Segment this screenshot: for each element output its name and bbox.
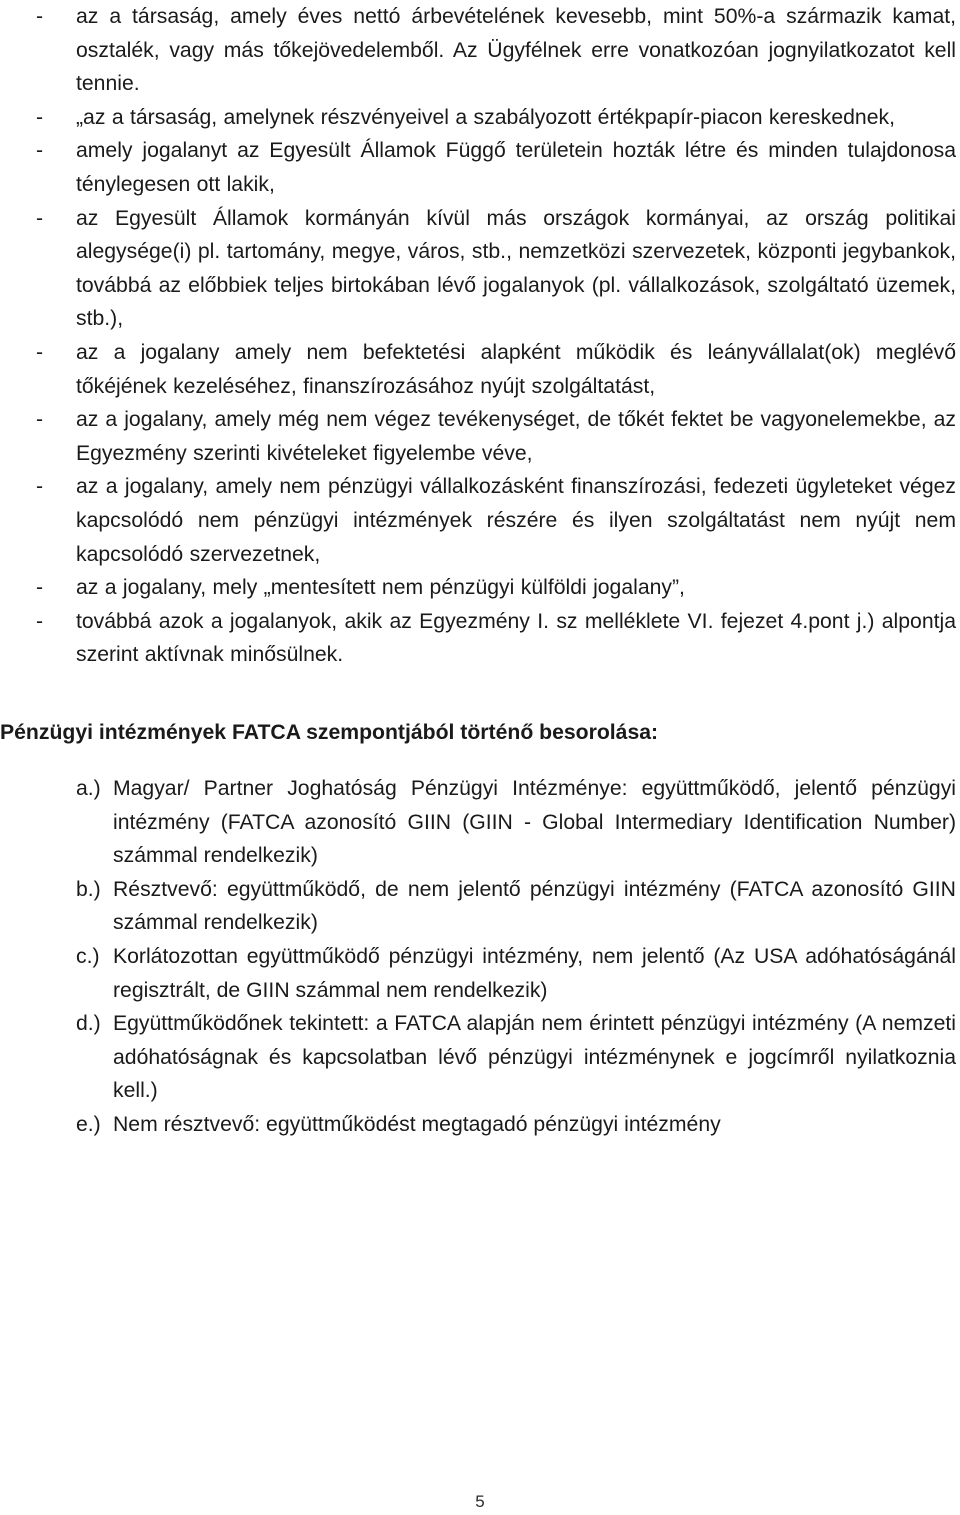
entity-exception-list xyxy=(36,0,956,672)
list-item xyxy=(36,403,956,470)
item-text: Résztvevő: együttműködő, de nem jelentő pénzügyi intézmény (FATCA azonosító GIIN számmal rendelkezik) xyxy=(113,877,956,935)
item-marker: a.) xyxy=(76,777,101,800)
dash-marker: - xyxy=(36,408,44,432)
dash-marker: - xyxy=(36,340,44,364)
dash-marker: - xyxy=(36,475,44,499)
item-marker: e.) xyxy=(76,1112,101,1136)
item-text: Korlátozottan együttműködő pénzügyi intézmény, nem jelentő (Az USA adóhatóságánál regisztrált, de GIIN számmal nem rendelkezik) xyxy=(113,944,956,1002)
classification-item xyxy=(76,1108,956,1142)
list-item-text: „az a társaság, amelynek részvényeivel a szabályozott értékpapír-piacon kereskednek, xyxy=(76,105,895,129)
dash-marker: - xyxy=(36,139,44,163)
classification-item xyxy=(76,873,956,940)
list-item xyxy=(36,470,956,571)
dash-marker: - xyxy=(36,609,44,633)
list-item xyxy=(36,605,956,672)
list-item-text: amely jogalanyt az Egyesült Államok Függő területein hozták létre és minden tulajdonosa ténylegesen ott lakik, xyxy=(76,139,956,196)
item-text: Együttműködőnek tekintett: a FATCA alapján nem érintett pénzügyi intézmény (A nemzeti adóhatóságnak és kapcsolatban lévő pénzügyi intézménynek e jogcímről nyilatkoznia kell.) xyxy=(113,1012,956,1103)
list-item-text: az a jogalany amely nem befektetési alapként működik és leányvállalat(ok) meglévő tőkéjének kezeléséhez, finanszírozásához nyújt szolgáltatást, xyxy=(76,340,956,398)
list-item-text: az a jogalany, amely még nem végez tevékenységet, de tőkét fektet be vagyonelemekbe, az Egyezmény szerinti kivételeket figyelembe véve, xyxy=(76,408,956,465)
section-heading: Pénzügyi intézmények FATCA szempontjából történő besorolása: xyxy=(0,721,659,744)
list-item xyxy=(36,571,956,605)
list-item xyxy=(36,134,956,201)
item-marker: b.) xyxy=(76,877,101,901)
list-item-text: az a társaság, amely éves nettó árbevételének kevesebb, mint 50%-a származik kamat, osztalék, vagy más tőkejövedelemből. Az Ügyfélnek erre vonatkozóan jognyilatkozatot kell tennie. xyxy=(76,5,956,96)
dash-marker: - xyxy=(36,105,44,129)
page-number: 5 xyxy=(475,1492,485,1511)
list-item-text: továbbá azok a jogalanyok, akik az Egyezmény I. sz melléklete VI. fejezet 4.pont j.) alpontja szerint aktívnak minősülnek. xyxy=(76,609,956,667)
classification-item xyxy=(76,772,956,873)
dash-marker: - xyxy=(36,206,44,230)
item-marker: c.) xyxy=(76,944,100,968)
classification-item xyxy=(76,940,956,1007)
item-text: Magyar/ Partner Joghatóság Pénzügyi Intézménye: együttműködő, jelentő pénzügyi intézmény (FATCA azonosító GIIN (GIIN - Global Intermediary Identification Number) számmal rendelkezik) xyxy=(113,777,956,868)
item-text: Nem résztvevő: együttműködést megtagadó pénzügyi intézmény xyxy=(113,1112,721,1136)
list-item xyxy=(36,336,956,403)
list-item-text: az Egyesült Államok kormányán kívül más országok kormányai, az ország politikai alegysége(i) pl. tartomány, megye, város, stb., nemzetközi szervezetek, központi jegybankok, továbbá az előbbiek teljes birtokában lévő jogalanyok (pl. vállalkozások, szolgáltató üzemek, stb.), xyxy=(76,206,956,331)
list-item xyxy=(36,202,956,336)
classification-item xyxy=(76,1007,956,1108)
dash-marker: - xyxy=(36,576,44,600)
list-item-text: az a jogalany, amely nem pénzügyi vállalkozásként finanszírozási, fedezeti ügyleteket végez kapcsolódó nem pénzügyi intézmények részére és ilyen szolgáltatást nem nyújt nem kapcsolódó szervezetnek, xyxy=(76,475,956,566)
list-item xyxy=(36,101,956,135)
dash-marker: - xyxy=(36,5,44,28)
list-item-text: az a jogalany, mely „mentesített nem pénzügyi külföldi jogalany”, xyxy=(76,576,685,600)
list-item xyxy=(36,0,956,101)
item-marker: d.) xyxy=(76,1012,101,1036)
classification-list xyxy=(76,772,956,1142)
